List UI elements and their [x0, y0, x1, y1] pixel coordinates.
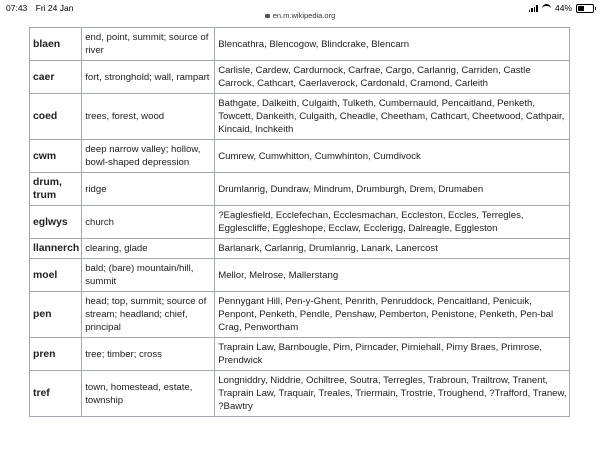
- element-cell: eglwys: [30, 206, 82, 239]
- places-cell: Carlisle, Cardew, Cardurnock, Carfrae, Cargo, Carlanrig, Carriden, Castle Carrock, Cathcart, Caerlaverock, Cardonald, Cramond, Carleith: [215, 61, 570, 94]
- element-cell: drum, trum: [30, 173, 82, 206]
- table-row: [30, 239, 570, 259]
- battery-icon: [576, 4, 594, 13]
- meaning-cell: bald; (bare) mountain/hill, summit: [82, 259, 215, 292]
- meaning-cell: trees, forest, wood: [82, 94, 215, 140]
- table-row: [30, 94, 570, 140]
- status-time: 07:43: [6, 3, 28, 13]
- status-date: Fri 24 Jan: [35, 3, 74, 13]
- table-row: [30, 173, 570, 206]
- places-cell: Longniddry, Niddrie, Ochiltree, Soutra, Terregles, Trabroun, Trailtrow, Tranent, Traprain Law, Traquair, Treales, Triermain, Trostrie, Troughend, ?Trafford, Tranew, ?Bawtry: [215, 371, 570, 417]
- places-cell: Bathgate, Dalkeith, Culgaith, Tulketh, Cumbernauld, Pencaitland, Penketh, Towcett, Dankeith, Culgaith, Cheadle, Cheetham, Cathcart, Cheetwood, Cathpair, Kincaid, Inchkeith: [215, 94, 570, 140]
- wifi-icon: [542, 4, 551, 12]
- address-bar[interactable]: [0, 11, 600, 20]
- places-cell: Cumrew, Cumwhitton, Cumwhinton, Cumdivock: [215, 140, 570, 173]
- places-cell: ?Eaglesfield, Ecclefechan, Ecclesmachan, Eccleston, Eccles, Terregles, Egglescliffe, Eggleshope, Ecclaw, Ecclerigg, Dalreagle, Eggleston: [215, 206, 570, 239]
- meaning-cell: ridge: [82, 173, 215, 206]
- battery-percent: 44%: [554, 3, 572, 13]
- table-row: [30, 206, 570, 239]
- table-row: [30, 259, 570, 292]
- table-row: [30, 28, 570, 61]
- url-text: en.m.wikipedia.org: [272, 11, 336, 20]
- places-cell: Barlanark, Carlanrig, Drumlanrig, Lanark, Lanercost: [215, 239, 570, 259]
- table-row: [30, 140, 570, 173]
- signal-icon: [529, 5, 538, 12]
- status-right: [529, 3, 594, 13]
- element-cell: blaen: [30, 28, 82, 61]
- place-name-elements-table: [29, 27, 570, 417]
- table-row: [30, 292, 570, 338]
- meaning-cell: head; top, summit; source of stream; headland; chief, principal: [82, 292, 215, 338]
- meaning-cell: clearing, glade: [82, 239, 215, 259]
- table-body: [30, 28, 570, 417]
- table-row: [30, 338, 570, 371]
- meaning-cell: tree; timber; cross: [82, 338, 215, 371]
- meaning-cell: fort, stronghold; wall, rampart: [82, 61, 215, 94]
- places-cell: Pennygant Hill, Pen-y-Ghent, Penrith, Penruddock, Pencaitland, Penicuik, Penpont, Penketh, Pendle, Penshaw, Pemberton, Penistone, Penketh, Pen-bal Crag, Penwortham: [215, 292, 570, 338]
- element-cell: coed: [30, 94, 82, 140]
- element-cell: cwm: [30, 140, 82, 173]
- lock-icon: [265, 14, 270, 18]
- meaning-cell: church: [82, 206, 215, 239]
- element-cell: pen: [30, 292, 82, 338]
- places-cell: Traprain Law, Barnbougle, Pirn, Pirncader, Pirniehall, Pirny Braes, Primrose, Prendwick: [215, 338, 570, 371]
- meaning-cell: deep narrow valley; hollow, bowl-shaped depression: [82, 140, 215, 173]
- table-row: [30, 61, 570, 94]
- meaning-cell: end, point, summit; source of river: [82, 28, 215, 61]
- element-cell: pren: [30, 338, 82, 371]
- status-bar: [0, 0, 600, 22]
- element-cell: moel: [30, 259, 82, 292]
- element-cell: llannerch: [30, 239, 82, 259]
- places-cell: Mellor, Melrose, Mallerstang: [215, 259, 570, 292]
- table-row: [30, 371, 570, 417]
- element-cell: caer: [30, 61, 82, 94]
- element-cell: tref: [30, 371, 82, 417]
- places-cell: Drumlanrig, Dundraw, Mindrum, Drumburgh, Drem, Drumaben: [215, 173, 570, 206]
- meaning-cell: town, homestead, estate, township: [82, 371, 215, 417]
- places-cell: Blencathra, Blencogow, Blindcrake, Blencarn: [215, 28, 570, 61]
